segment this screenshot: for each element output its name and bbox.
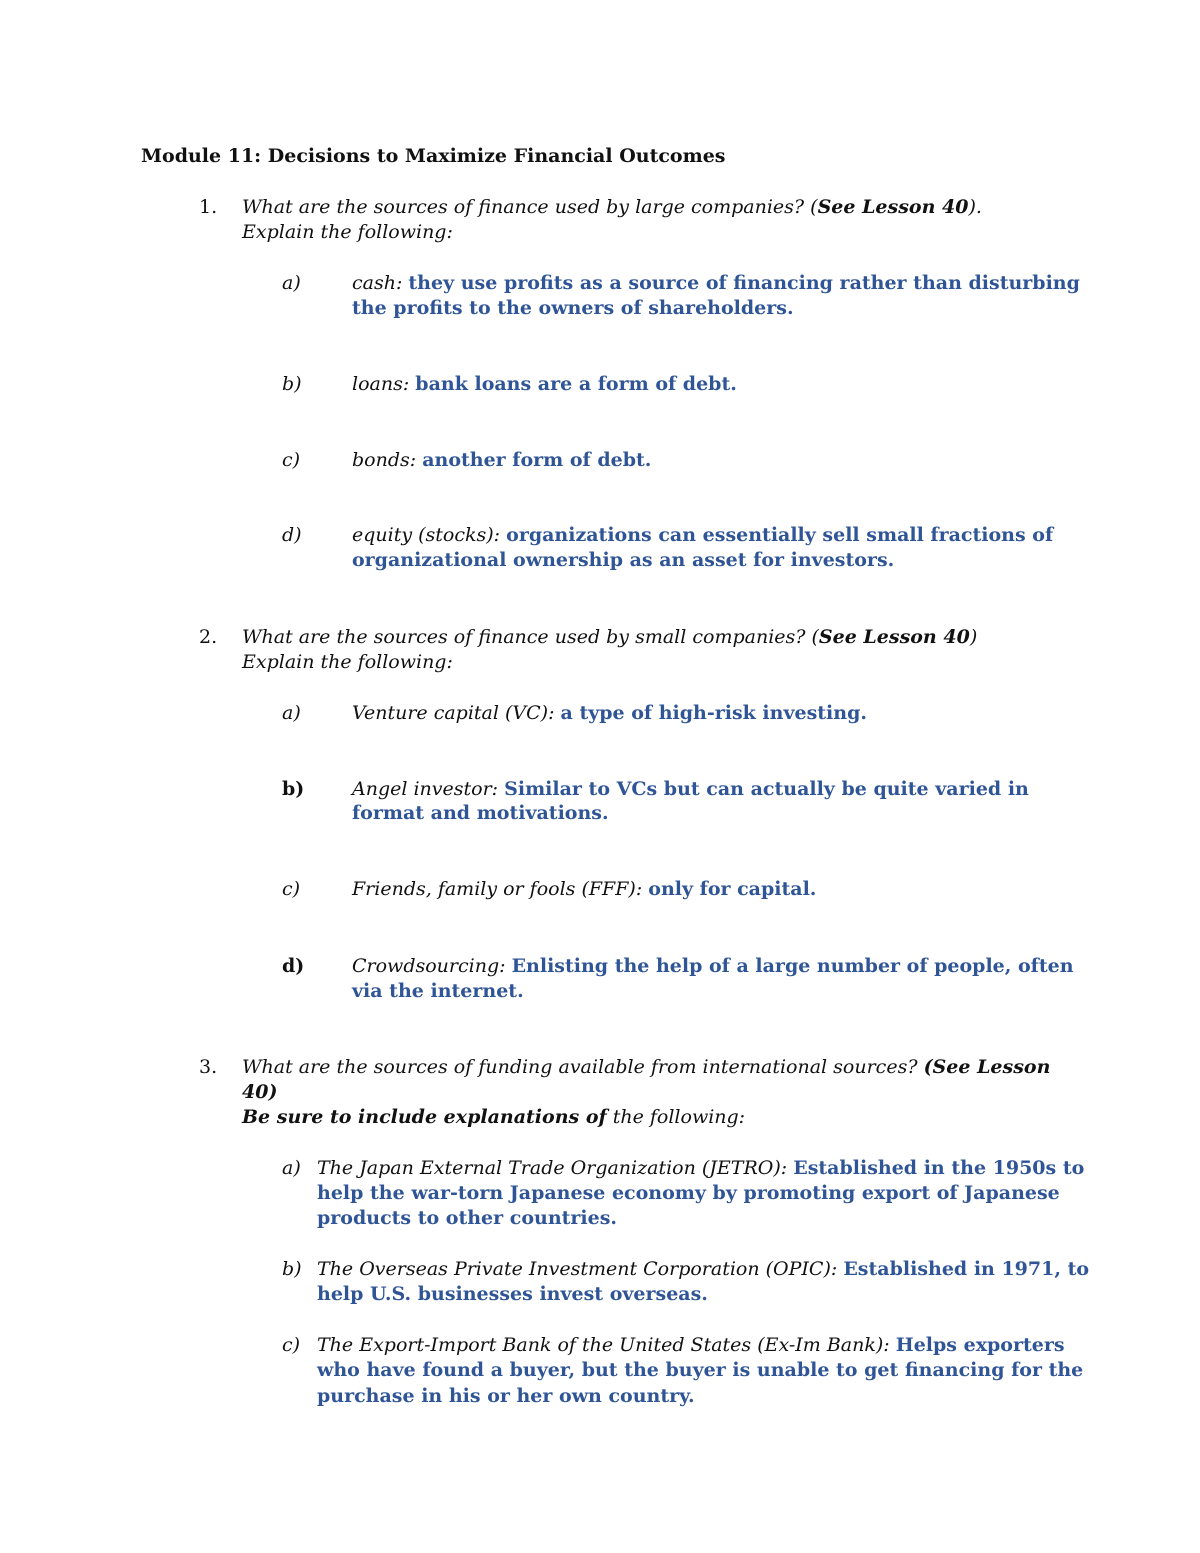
q2-item-a-term: Venture capital (VC): <box>352 702 555 724</box>
q3-item-a-answer: Established in the 1950s to <box>793 1157 1085 1179</box>
q1-item-a-answer: they use profits as a source of financing rather than disturbing <box>408 272 1080 294</box>
q2-item-b-answer: Similar to VCs but can actually be quite varied in <box>504 778 1029 800</box>
q2-item-c <box>352 876 816 902</box>
q3-number: 3. <box>199 1056 218 1078</box>
q2-item-d-term: Crowdsourcing: <box>352 955 506 977</box>
q3-item-b-answer-cont: help U.S. businesses invest overseas. <box>317 1283 708 1305</box>
q1-item-c-label: c) <box>282 449 301 471</box>
q3-item-c <box>317 1332 1065 1358</box>
q1-question-end: ). <box>968 196 982 218</box>
q3-item-c-answer-cont1: who have found a buyer, but the buyer is unable to get financing for the <box>317 1359 1084 1381</box>
q2-item-b <box>352 776 1029 802</box>
q3-see-lesson-cont: 40) <box>242 1081 278 1103</box>
q1-item-a-term: cash: <box>352 272 403 294</box>
q2-item-c-answer: only for capital. <box>648 878 817 900</box>
q3-question <box>242 1054 1050 1080</box>
q3-item-a-answer-cont2: products to other countries. <box>317 1207 618 1229</box>
q1-see-lesson: See Lesson 40 <box>817 196 969 218</box>
q2-item-d-answer: Enlisting the help of a large number of people, often <box>511 955 1074 977</box>
q3-be-sure: Be sure to include explanations of <box>242 1106 607 1128</box>
q2-item-d-label: d) <box>282 955 305 977</box>
q2-item-a-label: a) <box>282 702 301 724</box>
q3-item-c-label: c) <box>282 1334 301 1356</box>
q3-see-lesson: (See Lesson <box>923 1056 1051 1078</box>
q1-item-a-answer-cont: the profits to the owners of shareholders. <box>352 297 794 319</box>
q1-item-c-answer: another form of debt. <box>422 449 652 471</box>
q1-item-a <box>352 270 1080 296</box>
q3-item-b <box>317 1256 1089 1282</box>
q3-item-a-answer-cont1: help the war-torn Japanese economy by promoting export of Japanese <box>317 1182 1060 1204</box>
q3-item-a <box>317 1155 1084 1181</box>
q1-item-d-label: d) <box>282 524 302 546</box>
q3-be-sure-end: the following: <box>612 1106 746 1128</box>
q2-item-c-label: c) <box>282 878 301 900</box>
q1-item-d-term: equity (stocks): <box>352 524 501 546</box>
q2-item-d-answer-cont: via the internet. <box>352 980 524 1002</box>
q1-item-d-answer: organizations can essentially sell small fractions of <box>506 524 1054 546</box>
q1-explain: Explain the following: <box>242 221 453 243</box>
q2-see-lesson: See Lesson 40 <box>818 626 970 648</box>
q3-item-c-term: The Export-Import Bank of the United States (Ex-Im Bank): <box>317 1334 890 1356</box>
q1-question <box>242 194 982 220</box>
q2-item-b-label: b) <box>282 778 305 800</box>
q3-item-b-answer: Established in 1971, to <box>843 1258 1090 1280</box>
q2-question-end: ) <box>969 626 978 648</box>
q3-item-a-label: a) <box>282 1157 301 1179</box>
q2-number: 2. <box>199 626 218 648</box>
q2-question <box>242 624 977 650</box>
q2-item-a <box>352 700 867 726</box>
q1-item-d-answer-cont: organizational ownership as an asset for investors. <box>352 549 895 571</box>
page-title: Module 11: Decisions to Maximize Financial Outcomes <box>141 145 726 167</box>
q1-item-b-term: loans: <box>352 373 410 395</box>
q3-question-text: What are the sources of funding available from international sources? <box>242 1056 918 1078</box>
q1-item-b-answer: bank loans are a form of debt. <box>415 373 737 395</box>
q2-question-text: What are the sources of finance used by small companies? ( <box>242 626 819 648</box>
q2-item-b-answer-cont: format and motivations. <box>352 802 609 824</box>
q1-item-c-term: bonds: <box>352 449 417 471</box>
q3-item-c-answer: Helps exporters <box>895 1334 1065 1356</box>
q2-item-d <box>352 953 1074 979</box>
q2-item-a-answer: a type of high-risk investing. <box>560 702 867 724</box>
q1-item-d <box>352 522 1053 548</box>
q1-question-text: What are the sources of finance used by large companies? ( <box>242 196 818 218</box>
q3-item-b-label: b) <box>282 1258 302 1280</box>
q3-item-a-term: The Japan External Trade Organization (JETRO): <box>317 1157 788 1179</box>
q1-number: 1. <box>199 196 218 218</box>
q3-item-c-answer-cont2: purchase in his or her own country. <box>317 1385 695 1407</box>
q2-explain: Explain the following: <box>242 651 453 673</box>
q1-item-b-label: b) <box>282 373 302 395</box>
q1-item-b <box>352 371 737 397</box>
q1-item-c <box>352 447 651 473</box>
q3-instructions <box>242 1104 745 1130</box>
q3-item-b-term: The Overseas Private Investment Corporation (OPIC): <box>317 1258 838 1280</box>
q1-item-a-label: a) <box>282 272 301 294</box>
q2-item-c-term: Friends, family or fools (FFF): <box>352 878 643 900</box>
q2-item-b-term: Angel investor: <box>352 778 499 800</box>
